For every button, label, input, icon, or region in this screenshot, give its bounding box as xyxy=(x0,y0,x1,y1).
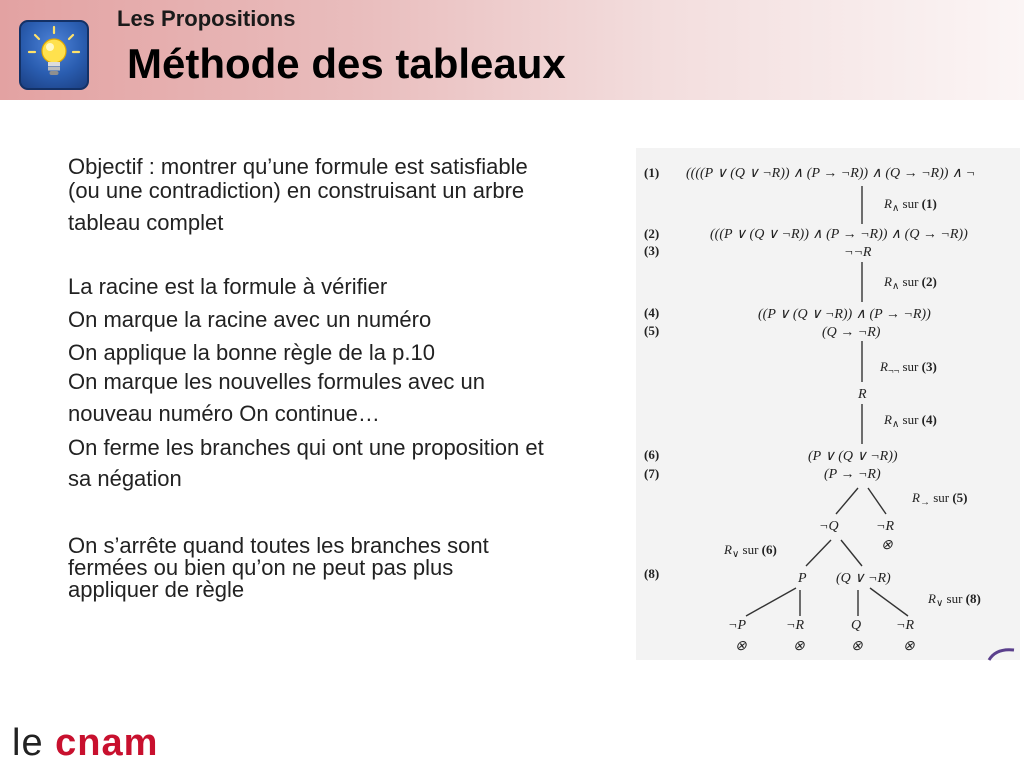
lightbulb-icon xyxy=(19,20,89,90)
formula-r: R xyxy=(858,387,867,402)
rule-label: $R_\to$ sur (5) xyxy=(912,490,968,508)
text-line: (ou une contradiction) en construisant un arbre xyxy=(68,178,525,203)
formula-5: (Q → ¬R) xyxy=(822,325,881,340)
formula-not-q: ¬Q xyxy=(819,519,839,534)
closed-branch-icon: ⊗ xyxy=(851,639,863,654)
closed-branch-icon: ⊗ xyxy=(735,639,747,654)
row-number: (8) xyxy=(644,566,660,581)
rule-label: $R_\vee$ sur (6) xyxy=(724,542,777,560)
leaf-not-p: ¬P xyxy=(728,618,746,633)
formula-1: ((((P ∨ (Q ∨ ¬R)) ∧ (P → ¬R)) ∧ (Q → ¬R)) ∧ ¬ xyxy=(686,166,976,181)
slide-header xyxy=(0,0,1024,100)
rule-label: $R_\wedge$ sur (4) xyxy=(884,412,937,430)
tree-edge xyxy=(870,588,908,616)
row-number: (7) xyxy=(644,466,660,481)
rule-label: $R_\vee$ sur (8) xyxy=(928,591,981,609)
formula-2: (((P ∨ (Q ∨ ¬R)) ∧ (P → ¬R)) ∧ (Q → ¬R)) xyxy=(710,227,968,242)
rule-label: $R_\wedge$ sur (1) xyxy=(884,196,937,214)
leaf-not-r: ¬R xyxy=(786,618,804,633)
leaf-not-r: ¬R xyxy=(896,618,914,633)
tableau-tree-diagram xyxy=(636,148,1020,660)
text-line: Objectif : montrer qu’une formule est satisfiable xyxy=(68,154,528,179)
formula-3: ¬¬R xyxy=(844,245,872,260)
text-line: nouveau numéro On continue… xyxy=(68,401,380,426)
text-line: On ferme les branches qui ont une proposition et xyxy=(68,435,544,460)
formula-p: P xyxy=(798,571,807,586)
text-line: On marque les nouvelles formules avec un xyxy=(68,369,485,394)
formula-7: (P → ¬R) xyxy=(824,467,881,482)
leaf-q: Q xyxy=(851,618,862,633)
text-line: appliquer de règle xyxy=(68,577,245,602)
row-number: (3) xyxy=(644,243,660,258)
row-number: (5) xyxy=(644,323,660,338)
tree-edge xyxy=(746,588,796,616)
logo-le: le xyxy=(12,722,56,764)
rule-label: $R_\wedge$ sur (2) xyxy=(884,274,937,292)
closed-branch-icon: ⊗ xyxy=(793,639,805,654)
formula-not-r: ¬R xyxy=(876,519,894,534)
section-kicker: Les Propositions xyxy=(117,6,296,31)
text-line: sa négation xyxy=(68,466,182,491)
text-line: fermées ou bien qu’on ne peut pas plus xyxy=(68,555,454,580)
row-number: (2) xyxy=(644,226,660,241)
row-number: (4) xyxy=(644,305,660,320)
closed-branch-icon: ⊗ xyxy=(881,538,893,553)
cnam-logo xyxy=(12,722,158,765)
formula-q-or-not-r: (Q ∨ ¬R) xyxy=(836,571,891,586)
text-line: tableau complet xyxy=(68,210,224,235)
text-line: On s’arrête quand toutes les branches sont xyxy=(68,533,489,558)
row-number: (1) xyxy=(644,165,660,180)
text-line: On applique la bonne règle de la p.10 xyxy=(68,340,435,365)
tree-edge xyxy=(868,488,886,514)
formula-6: (P ∨ (Q ∨ ¬R)) xyxy=(808,449,898,464)
text-line: On marque la racine avec un numéro xyxy=(68,307,432,332)
row-number: (6) xyxy=(644,447,660,462)
logo-cnam: cnam xyxy=(55,722,159,764)
text-line: La racine est la formule à vérifier xyxy=(68,274,388,299)
decorative-swoosh xyxy=(986,646,1016,662)
tree-edge xyxy=(841,540,862,566)
rule-label: $R_{\neg\neg}$ sur (3) xyxy=(880,359,937,377)
tree-edge xyxy=(806,540,831,566)
formula-4: ((P ∨ (Q ∨ ¬R)) ∧ (P → ¬R)) xyxy=(758,307,931,322)
slide-title: Méthode des tableaux xyxy=(127,40,566,87)
closed-branch-icon: ⊗ xyxy=(903,639,915,654)
tree-edge xyxy=(836,488,858,514)
